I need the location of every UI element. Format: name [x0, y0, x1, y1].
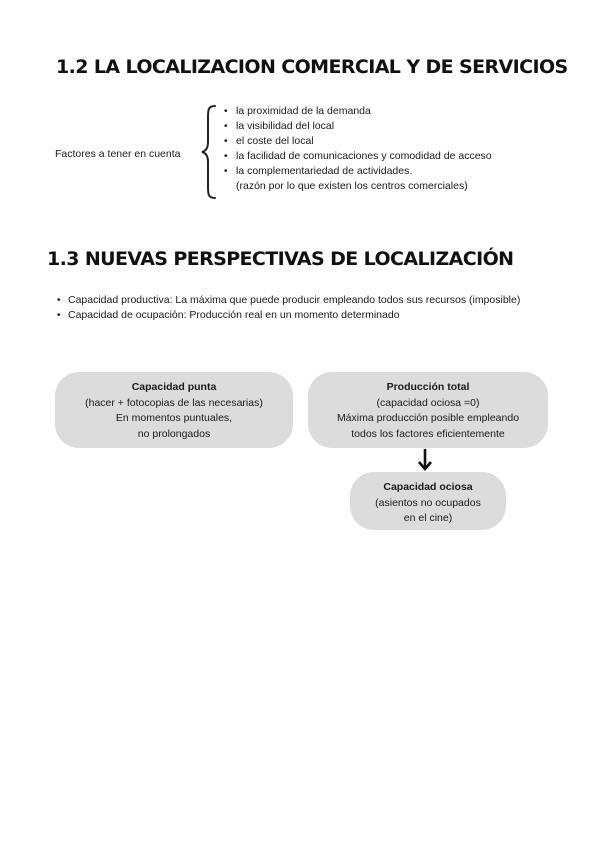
- list-item: • Capacidad de ocupación: Producción real en un momento determinado: [55, 308, 535, 323]
- list-item: • Capacidad productiva: La máxima que puede producir empleando todos sus recursos (imposible): [55, 293, 535, 308]
- box-line: (asientos no ocupados: [375, 496, 481, 509]
- arrow-down-icon: [417, 448, 433, 472]
- list-item: • la complementariedad de actividades.: [222, 164, 492, 179]
- box-line: en el cine): [403, 512, 453, 524]
- heading-1-2: 1.2 LA LOCALIZACION COMERCIAL Y DE SERVICIOS: [56, 56, 568, 78]
- capacidad-punta-box: [55, 372, 293, 448]
- factors-label: Factores a tener en cuenta: [55, 148, 181, 160]
- box-title: Producción total: [386, 381, 470, 393]
- box-line: no prolongados: [137, 427, 211, 440]
- factors-list: [222, 104, 492, 194]
- list-item: • el coste del local: [222, 134, 492, 149]
- curly-brace-icon: [200, 104, 218, 200]
- list-item: • la facilidad de comunicaciones y comodidad de acceso: [222, 149, 492, 164]
- box-line: (hacer + fotocopias de las necesarias): [85, 396, 263, 409]
- box-title: Capacidad ociosa: [383, 481, 473, 493]
- box-line: En momentos puntuales,: [115, 412, 233, 424]
- capacity-list: [55, 293, 535, 323]
- box-title: Capacidad punta: [131, 381, 217, 393]
- box-line: Máxima producción posible empleando: [336, 412, 520, 424]
- box-line: (capacidad ociosa =0): [376, 396, 480, 409]
- factors-note: (razón por lo que existen los centros comerciales): [236, 180, 468, 192]
- list-item: • la proximidad de la demanda: [222, 104, 492, 119]
- produccion-total-box: [308, 372, 548, 448]
- box-line: todos los factores eficientemente: [351, 427, 505, 440]
- capacidad-ociosa-box: [350, 472, 506, 530]
- list-item: • la visibilidad del local: [222, 119, 492, 134]
- heading-1-3: 1.3 NUEVAS PERSPECTIVAS DE LOCALIZACIÓN: [47, 248, 514, 270]
